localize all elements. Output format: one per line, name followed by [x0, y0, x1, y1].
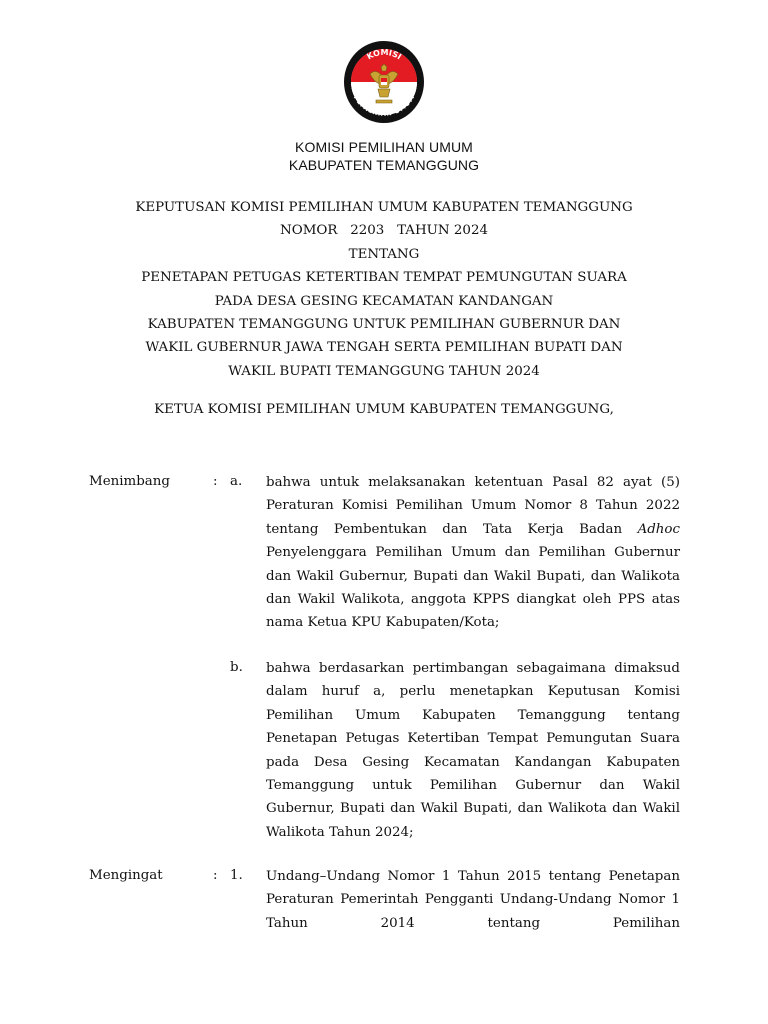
title-line-1: KEPUTUSAN KOMISI PEMILIHAN UMUM KABUPATEN TEMANGGUNG: [135, 200, 633, 215]
title-line-5: PADA DESA GESING KECAMATAN KANDANGAN: [214, 293, 554, 309]
title-line-4: PENETAPAN PETUGAS KETERTIBAN TEMPAT PEMUNGUTAN SUARA: [141, 270, 627, 286]
mengingat-label: Mengingat: [89, 868, 163, 883]
header-line-1: KOMISI PEMILIHAN UMUM: [295, 139, 473, 155]
mengingat-1-marker: 1.: [230, 868, 243, 883]
mengingat-colon: :: [213, 868, 218, 883]
decree-title: [0, 196, 768, 383]
title-line-6: KABUPATEN TEMANGGUNG UNTUK PEMILIHAN GUBERNUR DAN: [147, 316, 621, 332]
menimbang-colon: :: [213, 474, 218, 489]
menimbang-a-text-before: bahwa untuk melaksanakan ketentuan Pasal 82 ayat (5) Peraturan Komisi Pemilihan Umum Nomor 8 Tahun 2022 tentang Pembentukan dan Tata Kerja Badan: [266, 475, 680, 537]
logo-text-bottom: PEMILIHAN UMUM: [351, 93, 417, 118]
ketua-heading: KETUA KOMISI PEMILIHAN UMUM KABUPATEN TEMANGGUNG,: [154, 402, 614, 417]
mengingat-1-text: Undang–Undang Nomor 1 Tahun 2015 tentang Penetapan Peraturan Pemerintah Pengganti Undang-Undang Nomor 1 Tahun 2014 tentang Pemilihan: [266, 869, 680, 931]
menimbang-b-marker: b.: [230, 660, 243, 675]
header-line-2: KABUPATEN TEMANGGUNG: [288, 157, 480, 173]
title-line-3: TENTANG: [348, 246, 420, 262]
logo-text-top: KOMISI: [365, 47, 403, 62]
menimbang-a-text: [266, 471, 680, 635]
kpu-logo: [342, 40, 426, 124]
menimbang-a-marker: a.: [230, 474, 243, 489]
menimbang-b-text: bahwa berdasarkan pertimbangan sebagaimana dimaksud dalam huruf a, perlu menetapkan Keputusan Komisi Pemilihan Umum Kabupaten Temanggung tentang Penetapan Petugas Ketertiban Tempat Pemungutan Suara pada Desa Gesing Kecamatan Kandangan Kabupaten Temanggung untuk Pemilihan Gubernur dan Wakil Gubernur, Bupati dan Wakil Bupati, dan Walikota dan Wakil Walikota Tahun 2024;: [266, 661, 680, 840]
title-line-2: NOMOR 2203 TAHUN 2024: [280, 223, 488, 239]
title-line-7: WAKIL GUBERNUR JAWA TENGAH SERTA PEMILIHAN BUPATI DAN: [145, 340, 623, 356]
menimbang-label: Menimbang: [89, 474, 170, 489]
menimbang-a-text-after: Penyelenggara Pemilihan Umum dan Pemilihan Gubernur dan Wakil Gubernur, Bupati dan Wakil Bupati, dan Walikota dan Wakil Walikota, anggota KPPS diangkat oleh PPS atas nama Ketua KPU Kabupaten/Kota;: [266, 545, 680, 631]
title-line-8: WAKIL BUPATI TEMANGGUNG TAHUN 2024: [228, 363, 540, 379]
kpu-emblem-icon: [342, 40, 426, 124]
menimbang-a-text-italic: Adhoc: [637, 521, 680, 537]
